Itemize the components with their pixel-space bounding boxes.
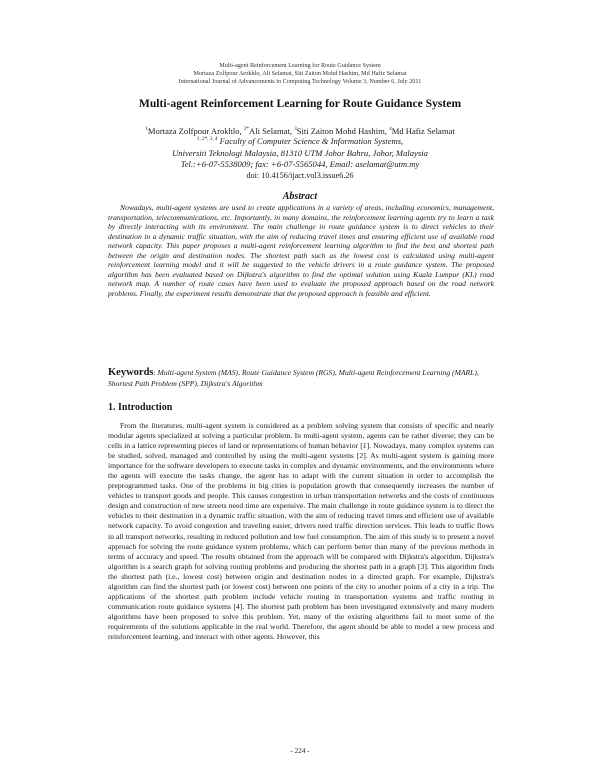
paper-title: Multi-agent Reinforcement Learning for Route Guidance System [138,97,462,110]
running-header-authors: Mortaza Zolfpour Arokhlo, Ali Selamat, Siti Zaiton Mohd Hashim, Md Hafiz Selamat [193,70,407,77]
keywords-label: Keywords [108,367,154,378]
author-4-superscript: 4 [389,126,392,132]
keywords-separator: : [153,368,158,377]
running-header-journal: International Journal of Advancements in Computing Technology Volume 3, Number 6, July 2011 [178,78,422,85]
affiliation-faculty: Faculty of Computer Science & Information Systems, [219,136,404,146]
author-2-name: Ali Selamat, [249,125,295,136]
doi: doi: 10.4156/ijact.vol3.issue6.26 [246,171,354,180]
author-1-name: Mortaza Zolfpour Arokhlo, [147,125,244,136]
section-1-text: From the literatures, multi-agent system is considered as a problem solving system that consists of specific and nearly modular agents specialized at solving a particular problem. In multi-agent system, agents can be rather diverse; they can be cells in a lattice representing pieces of land or representations of human behavior [1]. Nowadays, many complex systems can be studied, solved, managed and controlled by using the multi-agent systems [2]. As multi-agent system is gaining more importance for the software developers to execute tasks in complex and dynamic environments, and the environments where the agents will execute the tasks change, the agent has to adapt with the current situation in order to accomplish the preprogrammed tasks. One of the problems in big cities is population growth that consequently increases the number of vehicles to transport goods and people. This causes congestion in urban transportation networks and the costs of continuous design and construction of new streets need time are expensive. The main challenge in route guidance system is to direct the vehicles to their destination in a dynamic traffic situation, with the aim of reducing travel times and efficient use of available network capacity. To avoid congestion and traveling easier, drivers need traffic direction services. This leads to traffic flows in all transport networks, resulting in reduced pollution and low fuel consumption. The aim of this study is to present a novel approach for solving the route guidance system problems, which can perform better than many of the previous methods in terms of accuracy and speed. The results obtained from the approach will be compared with Dijkstra's algorithm. Dijkstra's algorithm is a search graph for solving routing problems and producing the shortest path in a graph [3]. This algorithm finds the shortest path (i.e., lowest cost) between origin and destination nodes in a directed graph. For example, Dijkstra's algorithm can find the shortest path (or lowest cost) between one points of the city to another points of a city in a trip. The applications of the shortest path problem include vehicle routing in transportation systems and traffic routing in communication route guidance systems [4]. The shortest path problem has been investigated extensively and many modern algorithms have been proposed to solve this problem. Yet, many of the existing algorithms fail to meet some of the requirements of the solutions applicable in the real world. Therefore, the agent should be able to model a new process and reinforcement learning, and interact with other agents. However, this [108,421,494,641]
affiliation-superscript: 1, 2*, 3, 4 [196,136,218,143]
author-3-superscript: 3 [294,126,297,132]
affiliation-line-1 [0,136,600,146]
affiliation-university: Universiti Teknologi Malaysia, 81310 UTM Johor Bahru, Johor, Malaysia [172,148,428,158]
keywords-text: Multi-agent System (MAS), Route Guidance System (RGS), Multi-agent Reinforcement Learning (MARL), Shortest Path Problem (SPP), Dijkstra's Algorithm [108,368,479,388]
keywords-block [108,367,494,389]
abstract-heading: Abstract [282,191,318,202]
section-1-heading: 1. Introduction [108,402,173,413]
author-3-name: Siti Zaiton Mohd Hashim, [296,125,390,136]
author-4-name: Md Hafiz Selamat [391,125,455,136]
affiliation-contact: Tel.:+6-07-5538009; fax: +6-07-5565044, Email: aselamat@utm.my [180,159,420,169]
author-list [0,124,600,137]
author-2-superscript: 2* [243,126,250,132]
abstract-text: Nowadays, multi-agent systems are used to create applications in a variety of areas, including economics, management, transportation, telecommunications, etc. Importantly, in many domains, the reinforcement learning agents try to learn a task by directly interacting with its environment. The main challenge in route guidance system is to direct vehicles to their destination in a dynamic traffic situation, with the aim of reducing travel times and ensuring efficient use of available road network capacity. This paper proposes a multi-agent reinforcement learning algorithm to find the best and shortest path between the origin and destination nodes. The shortest path such as the lowest cost is calculated using multi-agent reinforcement learning model and it will be suggested to the vehicle drivers in a route guidance system. The proposed algorithm has been evaluated based on Dijkstra's algorithm to find the optimal solution using Kuala Lumpur (KL) road network map. A number of route cases have been used to evaluate the proposed approach based on the road network problems. Finally, the experiment results demonstrate that the proposed approach is feasible and efficient. [108,203,494,298]
running-header-title: Multi-agent Reinforcement Learning for Route Guidance System [219,62,381,69]
page-number: - 224 - [290,747,310,755]
author-1-superscript: 1 [145,126,148,132]
